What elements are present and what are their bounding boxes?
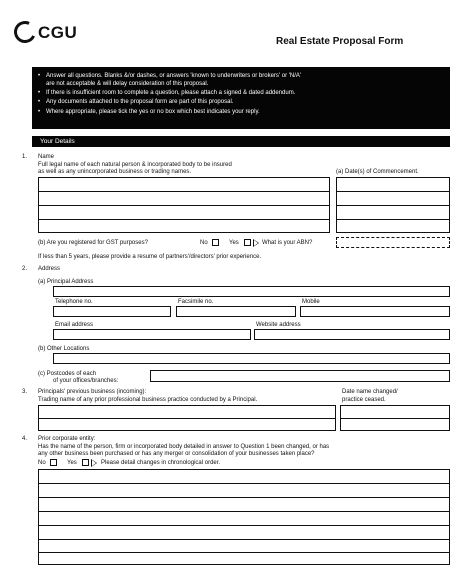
date-changed-label-2: practice ceased. bbox=[342, 397, 386, 403]
principal-address-label: (a) Principal Address bbox=[38, 279, 94, 285]
abn-label: What is your ABN? bbox=[262, 240, 313, 246]
cgu-logo-text: CGU bbox=[38, 23, 78, 42]
principal-address-field[interactable] bbox=[53, 286, 450, 297]
website-field[interactable] bbox=[254, 329, 450, 340]
q4-number: 4. bbox=[22, 436, 28, 442]
q2-number: 2. bbox=[22, 266, 28, 272]
email-label: Email address bbox=[55, 322, 94, 328]
gst-yes-checkbox[interactable] bbox=[244, 239, 251, 246]
website-label: Website address bbox=[256, 322, 301, 328]
other-locations-label: (b) Other Locations bbox=[38, 346, 90, 352]
q3-desc: Trading name of any prior professional business practice conducted by a Principal. bbox=[38, 397, 258, 403]
cgu-logo-ring bbox=[11, 18, 39, 46]
telephone-field[interactable] bbox=[53, 306, 171, 317]
abn-input[interactable] bbox=[336, 237, 450, 248]
instruction-3: Any documents attached to the proposal form are part of this proposal. bbox=[46, 99, 234, 105]
telephone-label: Telephone no. bbox=[55, 299, 93, 305]
experience-note: If less than 5 years, please provide a resume of partners'/directors' prior experience. bbox=[38, 254, 262, 260]
other-locations-field[interactable] bbox=[53, 353, 450, 364]
q4-label: Prior corporate entity: bbox=[38, 436, 96, 442]
arrow-right-icon bbox=[91, 459, 97, 467]
q3-label: Principals' previous business (incoming): bbox=[38, 389, 147, 395]
q4-no-checkbox[interactable] bbox=[50, 459, 57, 466]
q4-yes-label: Yes bbox=[67, 460, 77, 466]
commencement-label: (a) Date(s) of Commencement. bbox=[336, 169, 419, 175]
mobile-label: Mobile bbox=[302, 299, 320, 305]
q4-desc-2: any other business been purchased or has any merger or consolidation of your businesses taken place? bbox=[38, 451, 315, 457]
gst-no-label: No bbox=[200, 240, 208, 246]
q3-number: 3. bbox=[22, 389, 28, 395]
section-header-your-details bbox=[32, 136, 450, 147]
postcodes-label-2: of your offices/branches: bbox=[53, 378, 119, 384]
q1-desc-2: as well as any unincorporated business or trading names. bbox=[38, 169, 192, 175]
postcodes-label-1: (c) Postcodes of each bbox=[38, 371, 97, 377]
instruction-1-cont: are not acceptable & will delay consideration of this proposal. bbox=[46, 81, 209, 87]
facsimile-label: Facsimile no. bbox=[178, 299, 214, 305]
form-title: Real Estate Proposal Form bbox=[276, 36, 404, 47]
q1-desc-1: Full legal name of each natural person & incorporated body to be insured bbox=[38, 162, 232, 168]
facsimile-field[interactable] bbox=[176, 306, 296, 317]
q4-no-label: No bbox=[38, 460, 46, 466]
mobile-field[interactable] bbox=[300, 306, 450, 317]
q1-number: 1. bbox=[22, 154, 28, 160]
instruction-1: Answer all questions. Blanks &/or dashes, or answers 'known to underwriters or brokers' or 'N/A' bbox=[46, 73, 302, 79]
arrow-right-icon bbox=[253, 239, 259, 247]
gst-no-checkbox[interactable] bbox=[212, 239, 219, 246]
date-changed-label-1: Date name changed/ bbox=[342, 389, 398, 395]
gst-question: (b) Are you registered for GST purposes? bbox=[38, 240, 148, 246]
q1-label: Name bbox=[38, 154, 55, 160]
gst-yes-label: Yes bbox=[229, 240, 239, 246]
q4-desc-1: Has the name of the person, firm or incorporated body detailed in answer to Question 1 been changed, or has bbox=[38, 444, 330, 450]
email-field[interactable] bbox=[53, 329, 251, 340]
instruction-2: If there is insufficient room to complete a question, please attach a signed & dated addendum. bbox=[46, 90, 296, 96]
postcodes-field[interactable] bbox=[150, 370, 450, 382]
q2-label: Address bbox=[38, 266, 61, 272]
section-title: Your Details bbox=[40, 138, 75, 145]
q4-detail-label: Please detail changes in chronological order. bbox=[101, 460, 221, 466]
instructions-panel: • Answer all questions. Blanks &/or dashes, or answers 'known to underwriters or brokers' or 'N/A' are not acceptable & will delay consideration of this proposal. • If there is insufficient room to complete a question, please attach a signed & dated addendum. • Any documents attached to the proposal form are part of this proposal. • Where appropriate, please tick the yes or no box which best indicates your reply. bbox=[32, 67, 450, 129]
q4-yes-checkbox[interactable] bbox=[82, 459, 89, 466]
instruction-4: Where appropriate, please tick the yes or no box which best indicates your reply. bbox=[46, 109, 260, 115]
